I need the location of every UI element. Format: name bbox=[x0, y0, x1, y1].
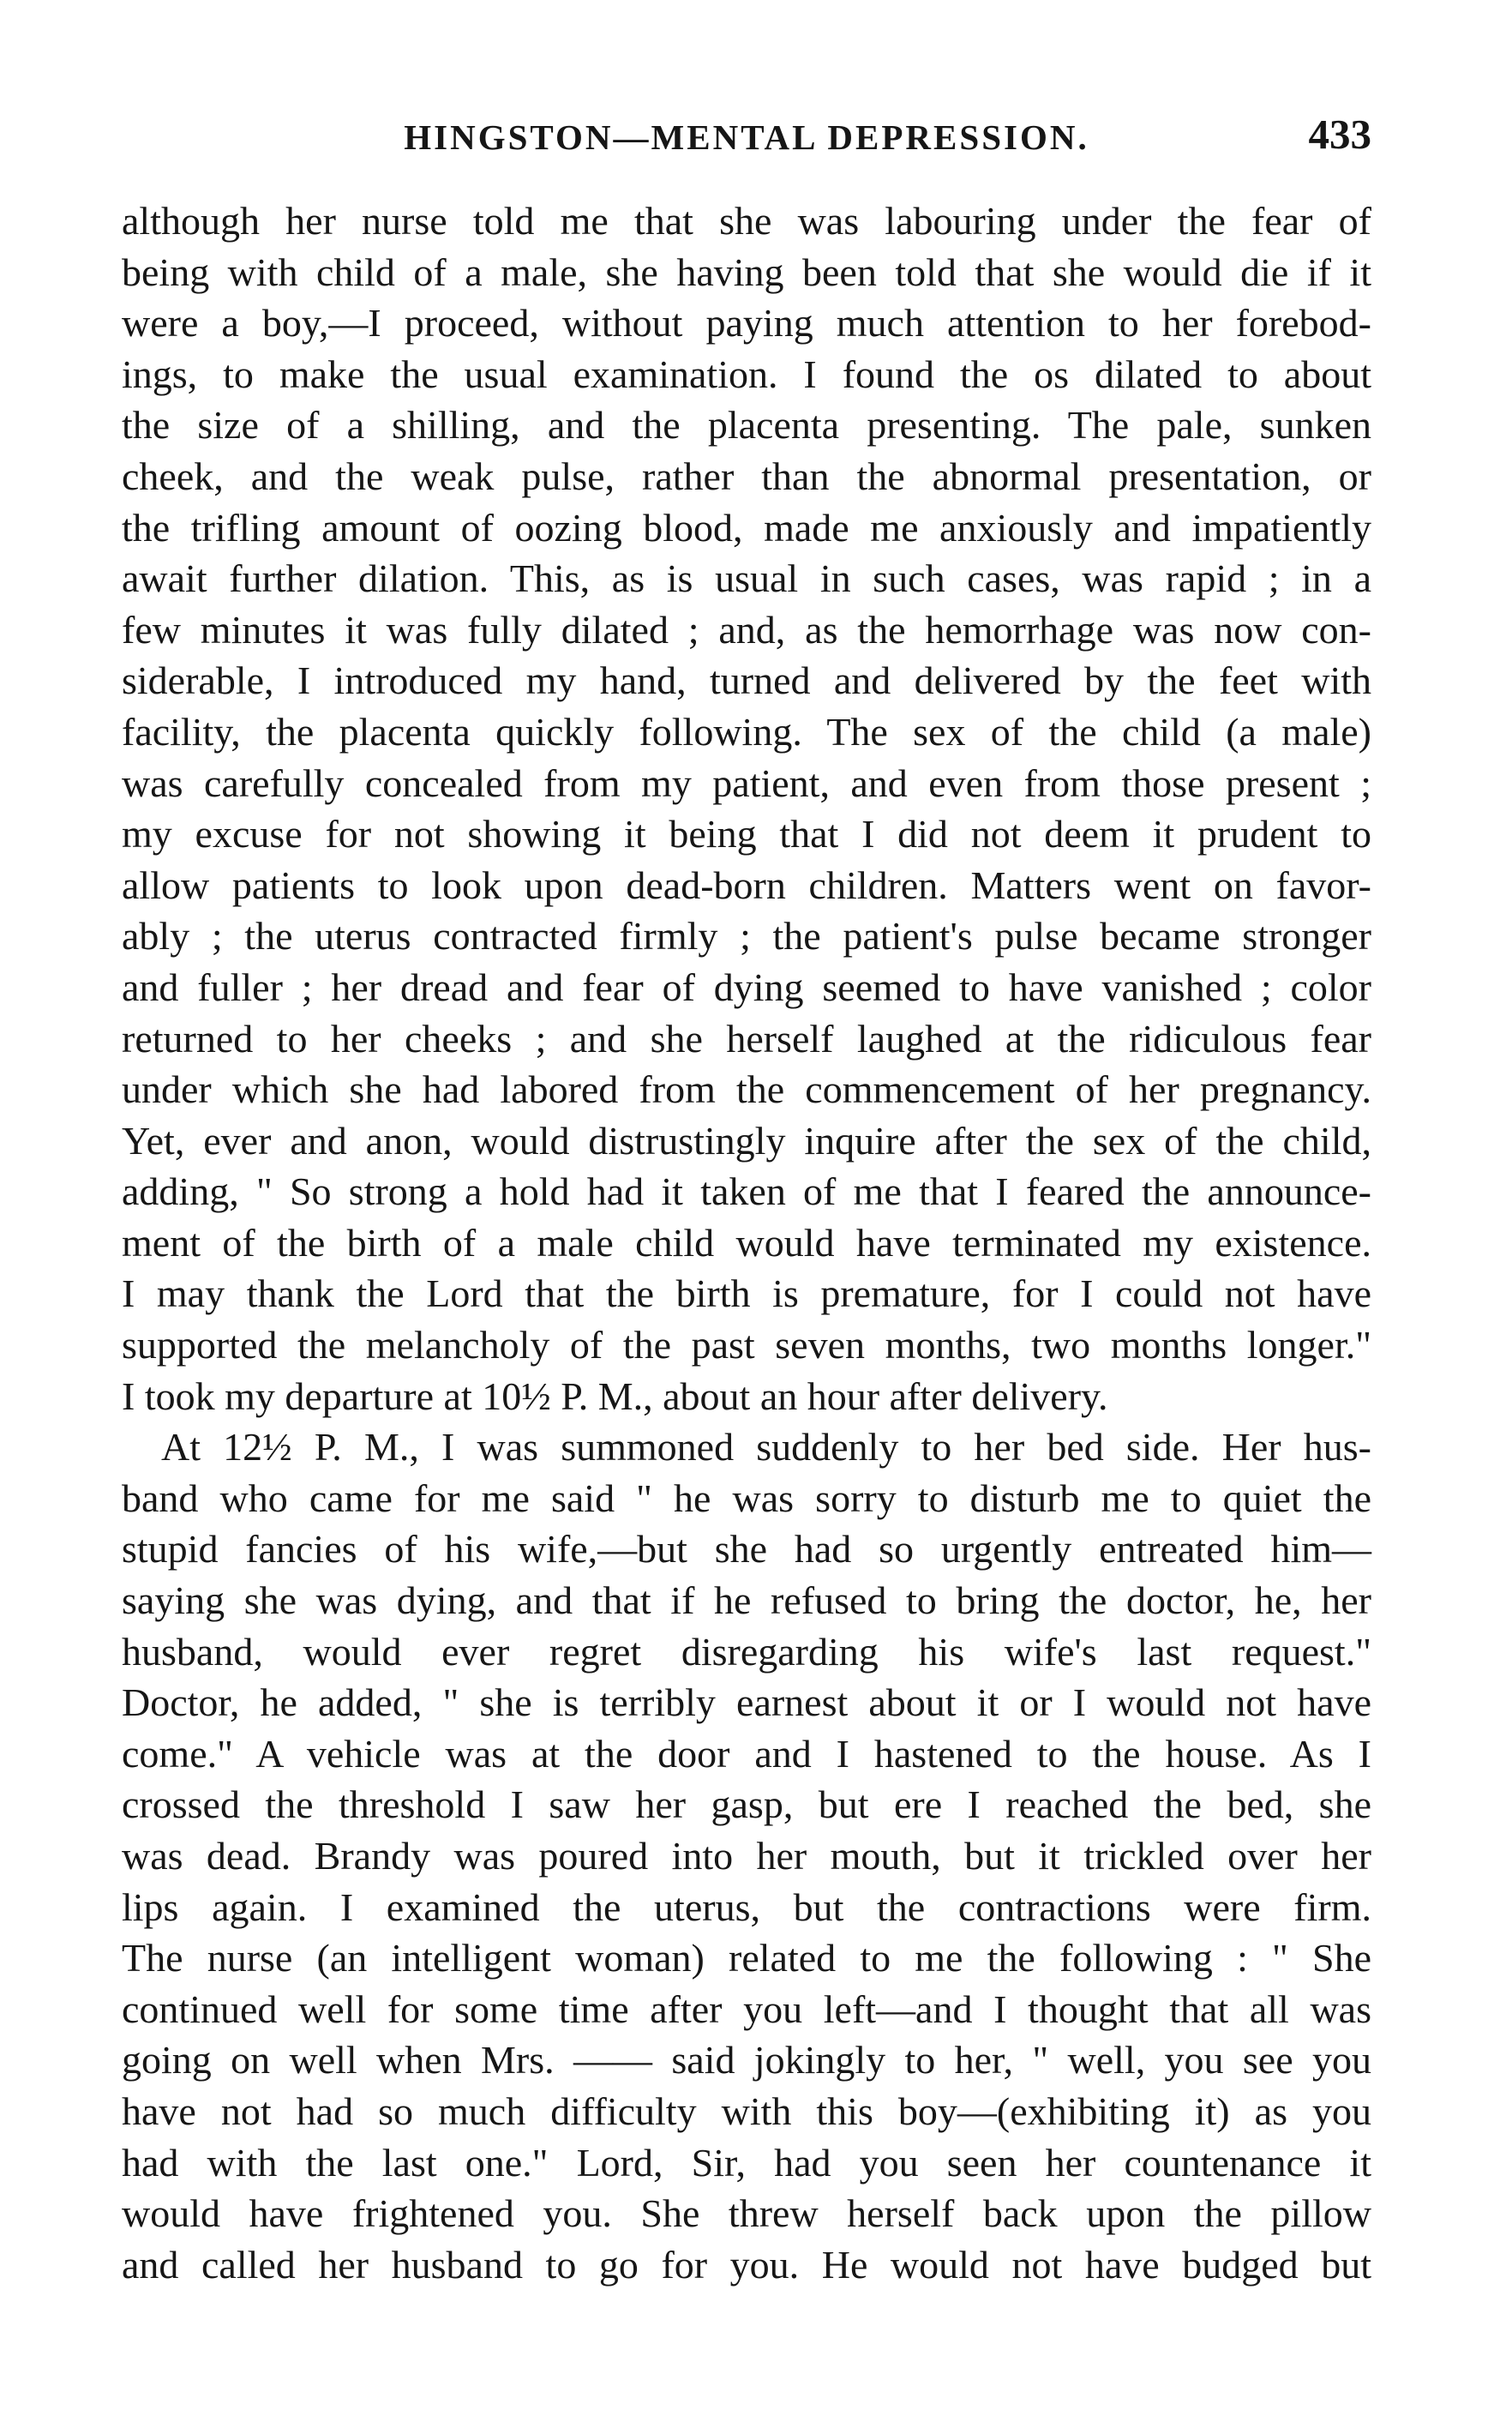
text-line: I took my departure at 10½ P. M., about an hour after delivery. bbox=[122, 1373, 1108, 1418]
text-line: was carefully concealed from my patient, and even from those present ; bbox=[122, 760, 1371, 805]
text-line: await further dilation. This, as is usual in such cases, was rapid ; in a bbox=[122, 556, 1371, 601]
text-line: continued well for some time after you left—and I thought that all was bbox=[122, 1986, 1371, 2031]
text-line: At 12½ P. M., I was summoned suddenly to her bed side. Her hus- bbox=[161, 1425, 1371, 1469]
text-line: ably ; the uterus contracted firmly ; the patient's pulse became stronger bbox=[122, 914, 1371, 959]
text-line: and fuller ; her dread and fear of dying seemed to have vanished ; color bbox=[122, 965, 1371, 1009]
text-line: supported the melancholy of the past seven months, two months longer." bbox=[122, 1323, 1371, 1367]
running-title: HINGSTON—MENTAL DEPRESSION. bbox=[404, 117, 1089, 157]
text-line: returned to her cheeks ; and she herself laughed at the ridiculous fear bbox=[122, 1016, 1371, 1061]
text-line: was dead. Brandy was poured into her mouth, but it trickled over her bbox=[122, 1834, 1371, 1878]
text-line: my excuse for not showing it being that I did not deem it prudent to bbox=[122, 812, 1371, 856]
text-line: the size of a shilling, and the placenta presenting. The pale, sunken bbox=[122, 403, 1371, 448]
text-line: I may thank the Lord that the birth is premature, for I could not have bbox=[122, 1271, 1371, 1316]
text-line: few minutes it was fully dilated ; and, as the hemorrhage was now con- bbox=[122, 607, 1371, 652]
text-line: ings, to make the usual examination. I found the os dilated to about bbox=[122, 352, 1371, 396]
text-line: come." A vehicle was at the door and I hastened to the house. As I bbox=[122, 1731, 1371, 1776]
text-line: although her nurse told me that she was labouring under the fear of bbox=[122, 199, 1371, 243]
text-line: ment of the birth of a male child would have terminated my existence. bbox=[122, 1220, 1371, 1265]
text-line: crossed the threshold I saw her gasp, but ere I reached the bed, she bbox=[122, 1782, 1371, 1827]
text-line: cheek, and the weak pulse, rather than the abnormal presentation, or bbox=[122, 454, 1371, 498]
page-number: 433 bbox=[1308, 111, 1371, 158]
text-line: being with child of a male, she having been told that she would die if it bbox=[122, 249, 1371, 294]
text-line: saying she was dying, and that if he refused to bring the doctor, he, her bbox=[122, 1578, 1371, 1623]
text-line: allow patients to look upon dead-born children. Matters went on favor- bbox=[122, 862, 1371, 907]
text-line: Doctor, he added, " she is terribly earnest about it or I would not have bbox=[122, 1680, 1371, 1725]
text-line: The nurse (an intelligent woman) related to me the following : " She bbox=[122, 1936, 1371, 1980]
text-line: under which she had labored from the commencement of her pregnancy. bbox=[122, 1067, 1371, 1112]
text-line: lips again. I examined the uterus, but the contractions were firm. bbox=[122, 1884, 1371, 1929]
text-line: would have frightened you. She threw herself back upon the pillow bbox=[122, 2191, 1371, 2236]
text-line: stupid fancies of his wife,—but she had so urgently entreated him— bbox=[122, 1527, 1371, 1572]
text-line: facility, the placenta quickly following. The sex of the child (a male) bbox=[122, 709, 1371, 754]
text-line: going on well when Mrs. —— said jokingly to her, " well, you see you bbox=[122, 2038, 1371, 2082]
text-line: siderable, I introduced my hand, turned and delivered by the feet with bbox=[122, 658, 1371, 703]
text-line: Yet, ever and anon, would distrustingly inquire after the sex of the child, bbox=[122, 1118, 1371, 1163]
text-line: band who came for me said " he was sorry to disturb me to quiet the bbox=[122, 1475, 1371, 1520]
body-text bbox=[122, 195, 1371, 2290]
running-head bbox=[122, 110, 1371, 161]
text-line: had with the last one." Lord, Sir, had you seen her countenance it bbox=[122, 2140, 1371, 2185]
text-line: adding, " So strong a hold had it taken of me that I feared the announce- bbox=[122, 1169, 1371, 1214]
text-line: have not had so much difficulty with this boy—(exhibiting it) as you bbox=[122, 2088, 1371, 2133]
text-line: and called her husband to go for you. He would not have budged but bbox=[122, 2242, 1371, 2287]
text-line: were a boy,—I proceed, without paying much attention to her forebod- bbox=[122, 301, 1371, 346]
text-line: the trifling amount of oozing blood, made me anxiously and impatiently bbox=[122, 505, 1371, 550]
text-line: husband, would ever regret disregarding his wife's last request." bbox=[122, 1629, 1371, 1674]
